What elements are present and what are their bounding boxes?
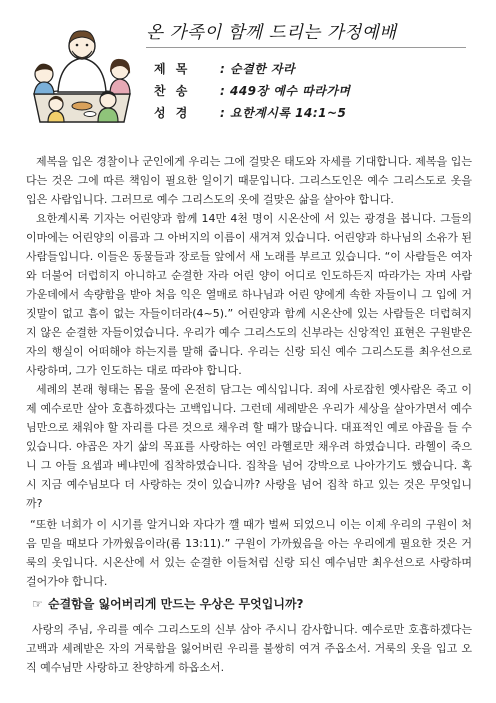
meta-row-hymn bbox=[154, 80, 351, 102]
family-worship-illustration bbox=[26, 22, 138, 130]
pointing-hand-icon: ☞ bbox=[32, 597, 43, 611]
closing-prayer: 사랑의 주님, 우리를 예수 그리스도의 신부 삼아 주시니 감사합니다. 예수로만 호흡하겠다는 고백과 세례받은 자의 거룩함을 잃어버린 우리를 불쌍히 여겨 주옵소서. 거룩의 옷을 입고 오직 예수님만 사랑하고 찬양하게 하옵소서. bbox=[26, 623, 472, 674]
body-paragraph: 제복을 입은 경찰이나 군인에게 우리는 그에 걸맞은 태도와 자세를 기대합니다. 제복을 입는다는 것은 그에 따른 책임이 필요한 일이기 때문입니다. 그리스도인은 예수 그리스도로 옷을 입은 사람입니다. 그러므로 예수 그리스도의 옷에 걸맞은 삶을 살아야 합니다. bbox=[26, 155, 472, 206]
meta-row-scripture bbox=[154, 102, 351, 124]
title-divider bbox=[146, 47, 466, 48]
body-paragraph: 세례의 본래 형태는 몸을 물에 온전히 담그는 예식입니다. 죄에 사로잡힌 옛사람은 죽고 이제 예수로만 살아 호흡하겠다는 고백입니다. 그런데 세례받은 우리가 세상을 살아가면서 예수님만으로 채워야 할 자리를 다른 것으로 채우려 할 때가 많습니다. 대표적인 예로 야곱을 들 수 있습니다. 야곱은 자기 삶의 목표를 사랑하는 여인 라헬로만 채우려 하였습니다. 라헬이 죽으니 그 아들 요셉과 베냐민에 집착하였습니다. 집착을 넘어 강박으로 나아가기도 했습니다. 혹시 지금 예수님보다 더 사랑하는 것이 있습니까? 사랑을 넘어 집착 하고 있는 것은 무엇입니까? bbox=[26, 383, 472, 510]
meta-row-title bbox=[154, 58, 351, 80]
meta-key: 찬 송 bbox=[154, 84, 191, 98]
body-paragraph: 요한계시록 기자는 어린양과 함께 14만 4천 명이 시온산에 서 있는 광경을 봅니다. 그들의 이마에는 어린양의 이름과 그 아버지의 이름이 새겨져 있습니다. 어린양과 하나님의 소유가 된 사람들입니다. 이들은 동물들과 장로들 앞에서 새 노래를 부르고 있습니다. “이 사람들은 여자와 더불어 더럽히지 아니하고 순결한 자라 어린 양이 어디로 인도하든지 따라가는 자며 사람 가운데에서 속량함을 받아 처음 익은 열매로 하나님과 어린 양에게 속한 자들이니 그 입에 거짓말이 없고 흠이 없는 자들이더라(4~5).” 어린양과 함께 시온산에 있는 사람들은 더럽혀지지 않은 순결한 자들이었습니다. 우리가 예수 그리스도의 신부라는 신앙적인 표현은 구원받은 자의 행실이 어떠해야 하는지를 말해 줍니다. 우리는 신랑 되신 예수 그리스도를 최우선으로 사랑하며, 그가 인도하는 대로 따라야 합니다. bbox=[26, 212, 472, 377]
reflection-question bbox=[32, 595, 472, 614]
meta-value: : 순결한 자라 bbox=[220, 62, 296, 76]
scripture-quote-paragraph: “또한 너희가 이 시기를 알거니와 자다가 깰 때가 벌써 되었으니 이는 이제 우리의 구원이 처음 믿을 때보다 가까웠음이라(롬 13:11).” 구원이 가까웠음을 아는 우리에게 필요한 것은 거룩의 옷입니다. 시온산에 서 있는 순결한 이들처럼 신랑 되신 예수님만 최우선으로 사랑하며 걸어가야 합니다. bbox=[26, 518, 472, 588]
meta-value: : 요한계시록 14:1~5 bbox=[220, 106, 347, 120]
question-text: 순결함을 잃어버리게 만드는 우상은 무엇입니까? bbox=[48, 597, 304, 611]
header bbox=[26, 18, 476, 140]
meta-key: 제 목 bbox=[154, 62, 191, 76]
meta-key: 성 경 bbox=[154, 106, 191, 120]
meta-value: : 449장 예수 따라가며 bbox=[220, 84, 351, 98]
sermon-body bbox=[26, 152, 472, 677]
worship-info bbox=[154, 58, 351, 124]
page-title: 온 가족이 함께 드리는 가정예배 bbox=[146, 23, 397, 43]
